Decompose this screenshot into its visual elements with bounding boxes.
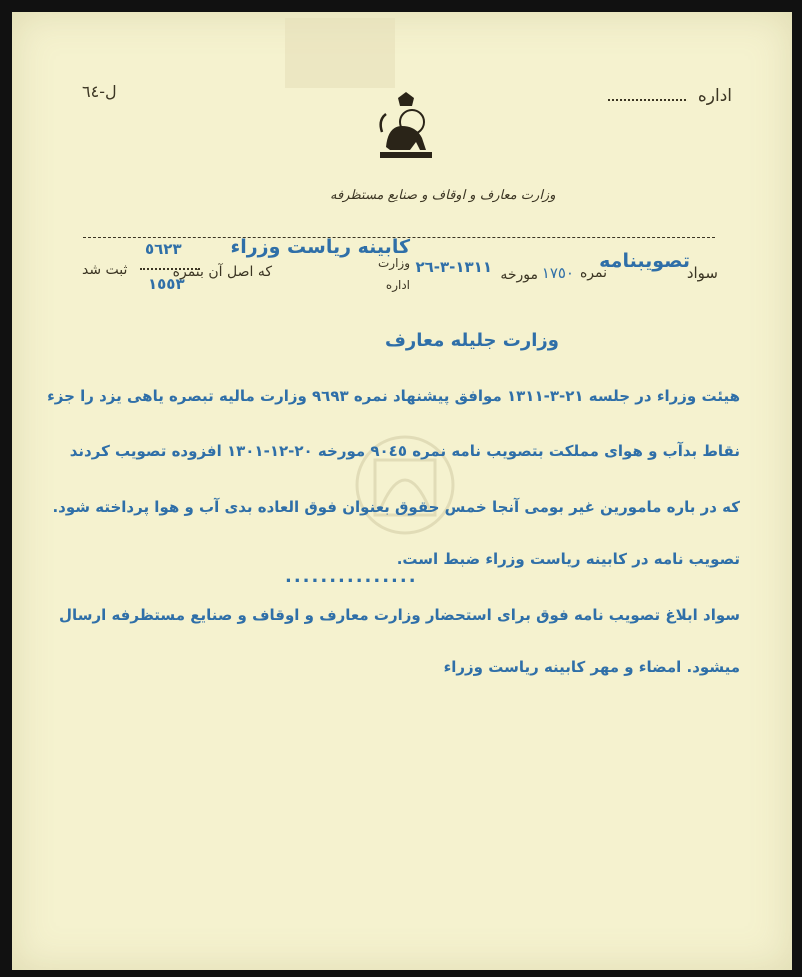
register-number-value: ١٧٥٠ [541, 264, 574, 282]
register-savad-label: سواد [686, 264, 718, 282]
paper-stain [285, 18, 395, 88]
register-vezarat-label: وزارت [377, 256, 410, 270]
ministry-title: وزارت معارف و اوقاف و صنایع مستظرفه [330, 188, 556, 203]
header-idare-label: اداره [697, 86, 732, 106]
register-number-label: نمره [579, 265, 607, 281]
register-asl-number-top: ٥٦٢٣ [145, 240, 182, 258]
closing-line-1: سواد ابلاغ تصویب نامه فوق برای استحضار وزارت معارف و اوقاف و صنایع مستظرفه ارسال [59, 606, 740, 624]
register-asl-dotted [140, 258, 200, 274]
letter-line-1: هیئت وزراء در جلسه ٢١-٣-١٣١١ موافق پیشنهاد نمره ٩٦٩٣ وزارت مالیه تبصره یاهی یزد را جزء [47, 387, 740, 405]
closing-line-2: میشود. امضاء و مهر کابینه ریاست وزراء [443, 658, 740, 676]
register-sabt-label: ثبت شد [82, 262, 128, 278]
register-asl-dotted-line [140, 268, 200, 270]
letter-heading: وزارت جلیله معارف [385, 330, 559, 351]
register-date-value: ١٣١١-٣-٢٦ [415, 258, 492, 276]
register-idare-label: اداره [385, 278, 410, 292]
letter-line-4: تصویب نامه در کابینه ریاست وزراء ضبط است. [396, 550, 740, 568]
register-date-label: مورخه [500, 267, 538, 283]
letter-separator: ............... [285, 566, 418, 587]
register-asl-label: که اصل آن بنمره [172, 264, 272, 280]
lion-and-sun-emblem [376, 92, 436, 162]
form-code: ل-٦٤ [82, 82, 117, 101]
header-idare [608, 86, 732, 106]
letter-line-2: نقاط بدآب و هوای مملکت بتصویب نامه نمره ٩٠٤٥ مورخه ٢٠-١٢-١٣٠١ افزوده تصویب کردند [69, 442, 740, 460]
letter-line-3: که در باره مامورین غیر بومی آنجا خمس حقوق بعنوان فوق العاده بدی آب و هوا پرداخته شود. [52, 498, 740, 516]
register-doc-type: تصويبنامه [599, 250, 690, 272]
register-asl-number-bottom: ١٥٥٣ [148, 275, 185, 293]
register-origin: کابینه ریاست وزراء [230, 236, 410, 258]
header-idare-dotted-line [608, 99, 686, 101]
